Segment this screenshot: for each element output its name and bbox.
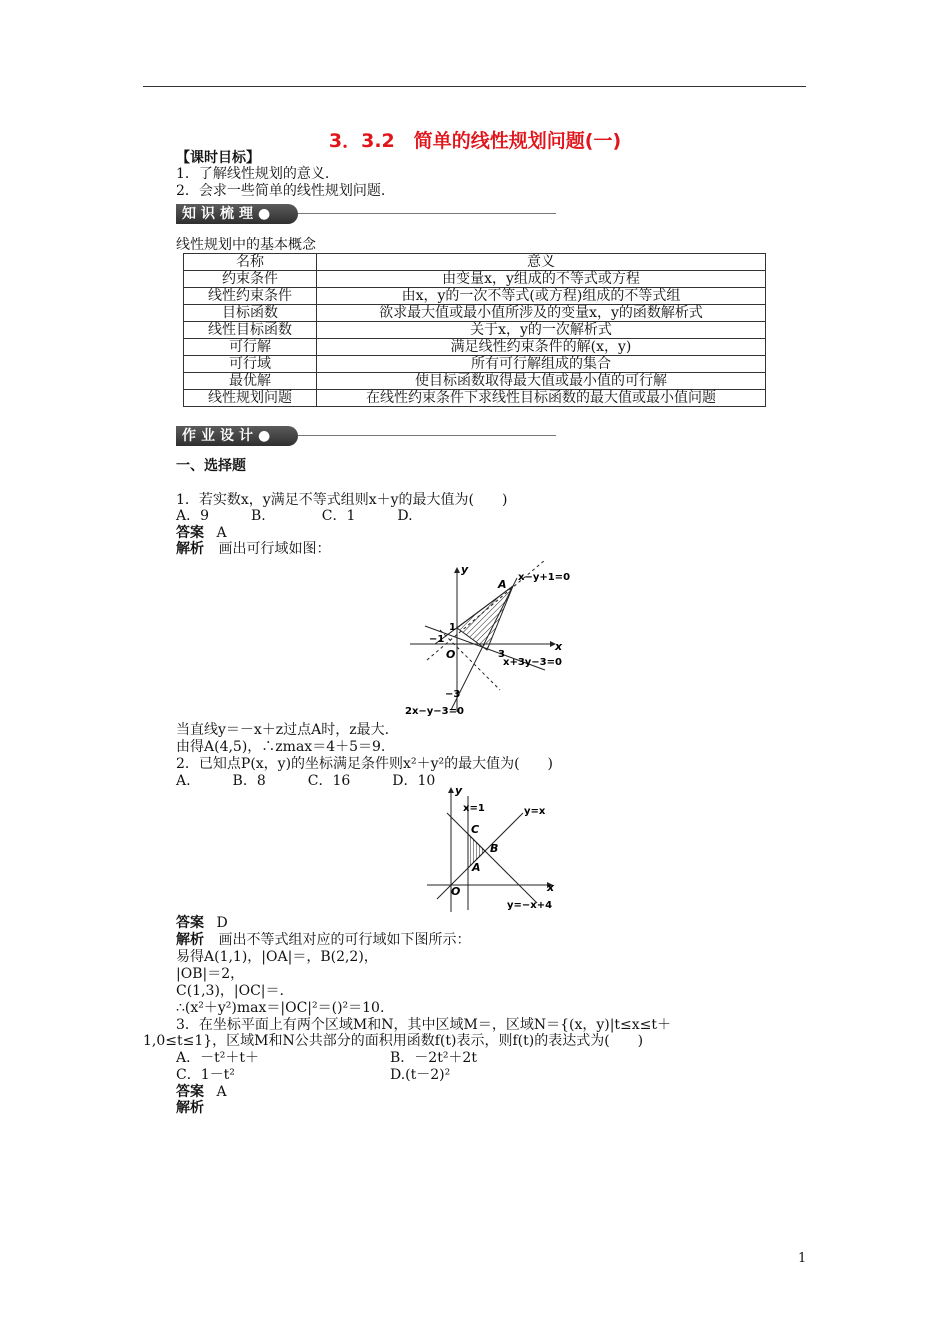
q3-answer: A: [216, 1084, 227, 1100]
q1-tick-neg1: −1: [429, 634, 445, 645]
table-row: [184, 356, 766, 373]
table-row: [184, 322, 766, 339]
q2-line-x1-label: x=1: [463, 803, 485, 814]
q2-line-yx-label: y=x: [524, 806, 546, 817]
banner-homework-label: 作业设计●: [176, 426, 298, 446]
q3-stem-line-2: 1,0≤t≤1}，区域M和N公共部分的面积用函数f(t)表示，则f(t)的表达式为( ): [143, 1033, 644, 1049]
q3-stem-line-1: 3．在坐标平面上有两个区域M和N，其中区域M＝，区域N＝{(x，y)|t≤x≤t＋: [176, 1017, 672, 1033]
q1-tick-1: 1: [449, 622, 456, 633]
q1-tick-neg3: −3: [445, 689, 461, 700]
q1-tick-3: 3: [498, 649, 505, 660]
q2-answer-label: 答案: [176, 915, 204, 931]
q1-after-line-2: 由得A(4,5)，∴zmax＝4＋5＝9.: [176, 739, 386, 755]
q2-line-ynx4-label: y=−x+4: [507, 900, 553, 911]
q2-analysis-line: C(1,3)，|OC|＝.: [176, 983, 284, 999]
q2-line-ynx4: [447, 813, 537, 903]
q2-analysis: 画出不等式组对应的可行域如下图所示：: [218, 932, 471, 948]
q2-options: A. B．8 C．16 D．10: [176, 773, 436, 789]
page-number: 1: [798, 1251, 807, 1266]
table-row: [184, 288, 766, 305]
table-header-cell: 意义: [317, 254, 766, 271]
table-cell: 在线性约束条件下求线性目标函数的最大值或最小值问题: [317, 390, 766, 407]
table-cell: 关于x，y的一次解析式: [317, 322, 766, 339]
q2-origin-label: O: [451, 885, 461, 898]
concept-table: [183, 253, 766, 407]
q3-option-c: C．1－t²: [176, 1067, 235, 1083]
objectives-heading: 【课时目标】: [176, 150, 260, 166]
q1-answer-label: 答案: [176, 525, 204, 541]
table-cell: 可行域: [184, 356, 317, 373]
q2-analysis-label: 解析: [176, 932, 204, 948]
q3-option-b: B．－2t²＋2t: [390, 1050, 477, 1066]
header-rule: [143, 86, 806, 87]
table-cell: 欲求最大值或最小值所涉及的变量x，y的函数解析式: [317, 305, 766, 322]
banner-knowledge: [176, 204, 556, 224]
q2-point-a-label: A: [472, 861, 481, 874]
q1-x-label: x: [555, 640, 563, 653]
table-cell: 由x，y的一次不等式(或方程)组成的不等式组: [317, 288, 766, 305]
q2-figure: [425, 784, 560, 914]
q1-answer: A: [216, 525, 227, 541]
q1-y-label: y: [461, 563, 469, 576]
table-cell: 由变量x，y组成的不等式或方程: [317, 271, 766, 288]
q1-point-a-label: A: [498, 578, 507, 591]
q1-analysis-label: 解析: [176, 541, 204, 557]
q1-after-line-1: 当直线y＝－x＋z过点A时，z最大.: [176, 722, 390, 738]
q1-figure: [405, 560, 575, 718]
q3-option-d: D.(t－2)²: [390, 1067, 451, 1083]
table-cell: 线性目标函数: [184, 322, 317, 339]
q2-analysis-line: ∴(x²＋y²)max＝|OC|²＝()²＝10.: [176, 1000, 385, 1016]
table-cell: 线性约束条件: [184, 288, 317, 305]
table-cell: 满足线性约束条件的解(x，y): [317, 339, 766, 356]
q1-stem: 1．若实数x，y满足不等式组则x＋y的最大值为( ): [176, 492, 508, 508]
table-cell: 使目标函数取得最大值或最小值的可行解: [317, 373, 766, 390]
q2-point-b-label: B: [490, 842, 499, 855]
table-cell: 约束条件: [184, 271, 317, 288]
q2-analysis-line: 易得A(1,1)，|OA|＝，B(2,2)，: [176, 949, 378, 965]
q1-origin-label: O: [446, 648, 456, 661]
banner-knowledge-label: 知识梳理●: [176, 204, 298, 224]
table-cell: 所有可行解组成的集合: [317, 356, 766, 373]
table-row: [184, 390, 766, 407]
table-row: [184, 271, 766, 288]
q3-option-a: A．－t²＋t＋: [176, 1050, 259, 1066]
table-cell: 可行解: [184, 339, 317, 356]
q3-answer-label: 答案: [176, 1084, 204, 1100]
table-header-cell: 名称: [184, 254, 317, 271]
banner-line: [298, 213, 556, 214]
q2-line-yx: [437, 813, 523, 899]
section-heading: 一、选择题: [176, 458, 246, 474]
table-row: [184, 339, 766, 356]
table-cell: 线性规划问题: [184, 390, 317, 407]
q1-line-2-label: x+3y−3=0: [503, 657, 562, 668]
q1-options: A．9 B. C．1 D.: [176, 508, 413, 524]
table-header-row: [184, 254, 766, 271]
objective-item-1: 1．了解线性规划的意义.: [176, 166, 330, 182]
objective-item-2: 2．会求一些简单的线性规划问题.: [176, 183, 386, 199]
q2-y-label: y: [455, 784, 463, 797]
table-cell: 最优解: [184, 373, 317, 390]
q1-line-3-label: 2x−y−3=0: [405, 706, 464, 717]
page-title: 3．3.2 简单的线性规划问题(一): [328, 130, 622, 152]
table-caption: 线性规划中的基本概念: [176, 237, 316, 253]
table-row: [184, 373, 766, 390]
banner-homework: [176, 426, 556, 446]
q2-x-label: x: [547, 881, 555, 894]
q1-line-1-label: x−y+1=0: [518, 572, 571, 583]
banner-line: [298, 435, 556, 436]
q3-analysis-label: 解析: [176, 1100, 204, 1116]
table-cell: 目标函数: [184, 305, 317, 322]
q2-stem: 2．已知点P(x，y)的坐标满足条件则x²＋y²的最大值为( ): [176, 756, 554, 772]
q1-analysis: 画出可行域如图：: [218, 541, 331, 557]
q2-point-c-label: C: [471, 823, 480, 836]
q2-analysis-line: |OB|＝2，: [176, 966, 245, 982]
q2-answer: D: [216, 915, 228, 931]
table-row: [184, 305, 766, 322]
